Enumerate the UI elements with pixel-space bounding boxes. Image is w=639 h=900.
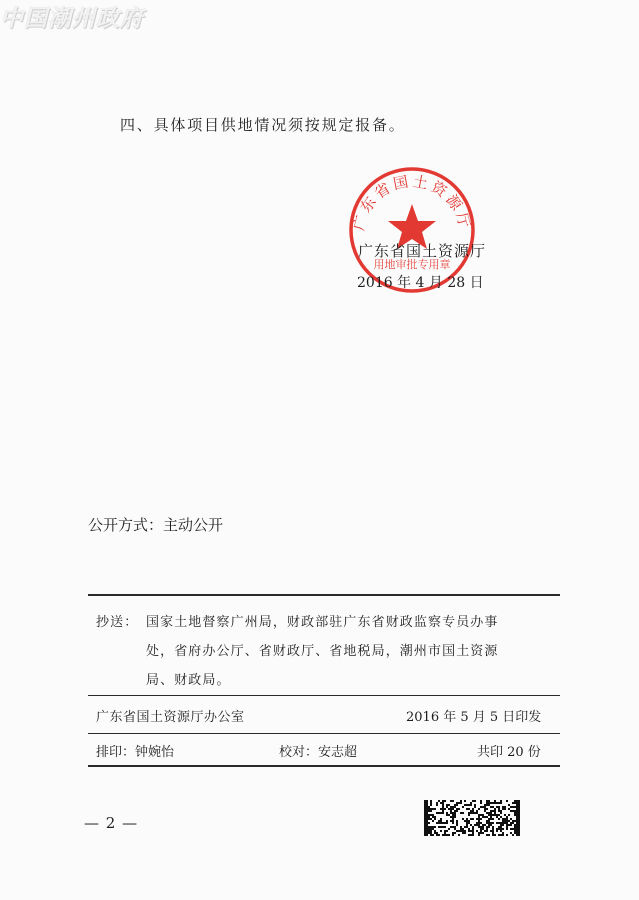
cc-line: 局、财政局。: [146, 673, 231, 688]
svg-text:用地审批专用章: 用地审批专用章: [373, 258, 451, 271]
issue-date: 2016 年 4 月 28 日: [357, 275, 484, 291]
cc-line: 处，省府办公厅、省财政厅、省地税局，潮州市国土资源: [146, 644, 499, 659]
watermark-logo: 中国潮州政府: [0, 5, 144, 32]
issuing-office: 广东省国土资源厅办公室: [96, 710, 245, 725]
print-date: 2016 年 5 月 5 日印发: [406, 710, 542, 725]
divider-top: [88, 594, 560, 596]
divider: [88, 695, 560, 696]
printer-name: 排印：钟婉怡: [96, 745, 175, 760]
copies-count: 共印 20 份: [477, 745, 541, 760]
cc-line: 国家土地督察广州局，财政部驻广东省财政监察专员办事: [146, 615, 499, 630]
page-number: — 2 —: [84, 814, 139, 832]
proofreader-name: 校对：安志超: [279, 745, 358, 760]
svg-text:广东省国土资源厅: 广东省国土资源厅: [349, 172, 475, 233]
cc-label: 抄送：: [96, 615, 139, 630]
disclosure-method: 公开方式：主动公开: [88, 516, 224, 534]
divider: [88, 733, 560, 734]
barcode-image: [424, 800, 520, 836]
issuer-name: 广东省国土资源厅: [358, 242, 487, 260]
paragraph-4: 四、具体项目供地情况须按规定报备。: [120, 116, 406, 134]
divider-bottom: [88, 765, 560, 767]
